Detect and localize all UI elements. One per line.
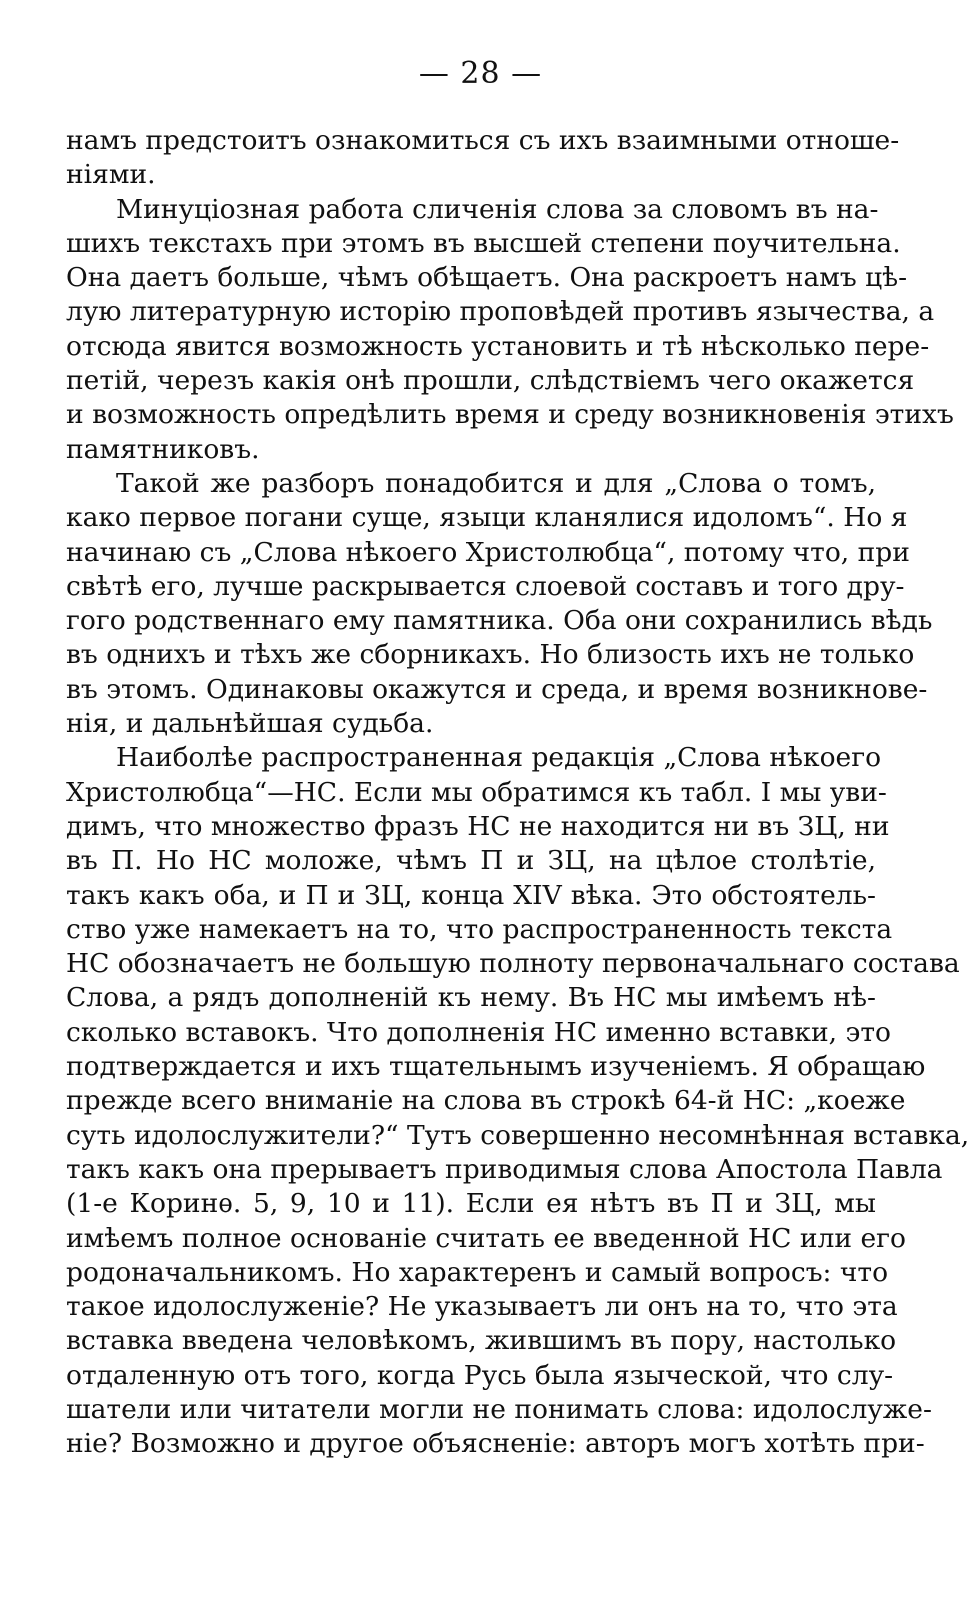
text-line: како первое погани суще, языци кланялися идоломъ“. Но я (66, 502, 908, 534)
text-line: Слова, а рядъ дополненій къ нему. Въ НС мы имѣемъ нѣ- (66, 982, 876, 1014)
text-line: намъ предстоитъ ознакомиться съ ихъ взаимными отноше- (66, 125, 900, 156)
text-line: нія, и дальнѣйшая судьба. (66, 708, 434, 740)
text-line: Наиболѣе распространенная редакція „Слова нѣкоего (116, 742, 882, 774)
text-line: суть идолослужители?“ Тутъ совершенно несомнѣнная вставка, (66, 1119, 969, 1151)
text-line: въ П. Но НС моложе, чѣмъ П и ЗЦ, на цѣлое столѣтіе, (66, 845, 876, 877)
text-line: вставка введена человѣкомъ, жившимъ въ пору, настолько (66, 1325, 897, 1357)
text-line: прежде всего вниманіе на слова въ строкѣ 64-й НС: „коеже (66, 1085, 906, 1117)
body-text (66, 124, 969, 1462)
text-line: ство уже намекаетъ на то, что распространенность текста (66, 913, 893, 945)
text-line: шихъ текстахъ при этомъ въ высшей степени поучительна. (66, 227, 901, 259)
text-line: НС обозначаетъ не большую полноту первоначальнаго состава (66, 948, 960, 980)
text-line: въ однихъ и тѣхъ же сборникахъ. Но близость ихъ не только (66, 639, 915, 671)
paragraph-2 (66, 193, 954, 467)
text-line: такъ какъ она прерываетъ приводимыя слова Апостола Павла (66, 1153, 943, 1185)
text-line: сколько вставокъ. Что дополненія НС именно вставки, это (66, 1016, 891, 1048)
paragraph-1 (66, 124, 900, 193)
text-line: свѣтѣ его, лучше раскрывается слоевой составъ и того дру- (66, 570, 905, 602)
text-line: начинаю съ „Слова нѣкоего Христолюбца“, потому что, при (66, 536, 910, 568)
text-line: отсюда явится возможность установить и тѣ нѣсколько пере- (66, 330, 930, 362)
paragraph-3 (66, 467, 933, 741)
paragraph-4 (66, 741, 969, 1461)
text-line: такъ какъ оба, и П и ЗЦ, конца XIV вѣка. Это обстоятель- (66, 879, 876, 911)
text-line: въ этомъ. Одинаковы окажутся и среда, и время возникнове- (66, 673, 928, 705)
text-line: такое идолослуженіе? Не указываетъ ли онъ на то, что эта (66, 1291, 898, 1323)
text-line: шатели или читатели могли не понимать слова: идолослуже- (66, 1393, 932, 1425)
text-line: Такой же разборъ понадобится и для „Слова о томъ, (116, 467, 876, 499)
text-line: родоначальникомъ. Но характеренъ и самый вопросъ: что (66, 1256, 889, 1288)
text-line: отдаленную отъ того, когда Русь была языческой, что слу- (66, 1359, 894, 1391)
text-line: и возможность опредѣлить время и среду возникновенія этихъ (66, 399, 954, 431)
text-line: лую литературную исторію проповѣдей противъ язычества, а (66, 296, 935, 328)
text-line: петій, черезъ какія онѣ прошли, слѣдствіемъ чего окажется (66, 365, 915, 397)
text-line: подтверждается и ихъ тщательнымъ изученіемъ. Я обращаю (66, 1051, 926, 1083)
text-line: (1-е Коринѳ. 5, 9, 10 и 11). Если ея нѣтъ въ П и ЗЦ, мы (66, 1188, 876, 1220)
text-line: ніями. (66, 159, 156, 191)
text-line: Минуціозная работа сличенія слова за словомъ въ на- (116, 193, 879, 225)
text-line: гого родственнаго ему памятника. Оба они сохранились вѣдь (66, 605, 933, 637)
text-line: имѣемъ полное основаніе считать ее введенной НС или его (66, 1222, 906, 1254)
text-line: Христолюбца“—НС. Если мы обратимся къ табл. I мы уви- (66, 776, 887, 808)
page-number: — 28 — (418, 56, 543, 91)
text-line: Она даетъ больше, чѣмъ обѣщаетъ. Она раскроетъ намъ цѣ- (66, 262, 908, 294)
text-line: ніе? Возможно и другое объясненіе: авторъ могъ хотѣть при- (66, 1428, 925, 1460)
text-line: димъ, что множество фразъ НС не находится ни въ ЗЦ, ни (66, 810, 890, 842)
text-line: памятниковъ. (66, 433, 260, 465)
